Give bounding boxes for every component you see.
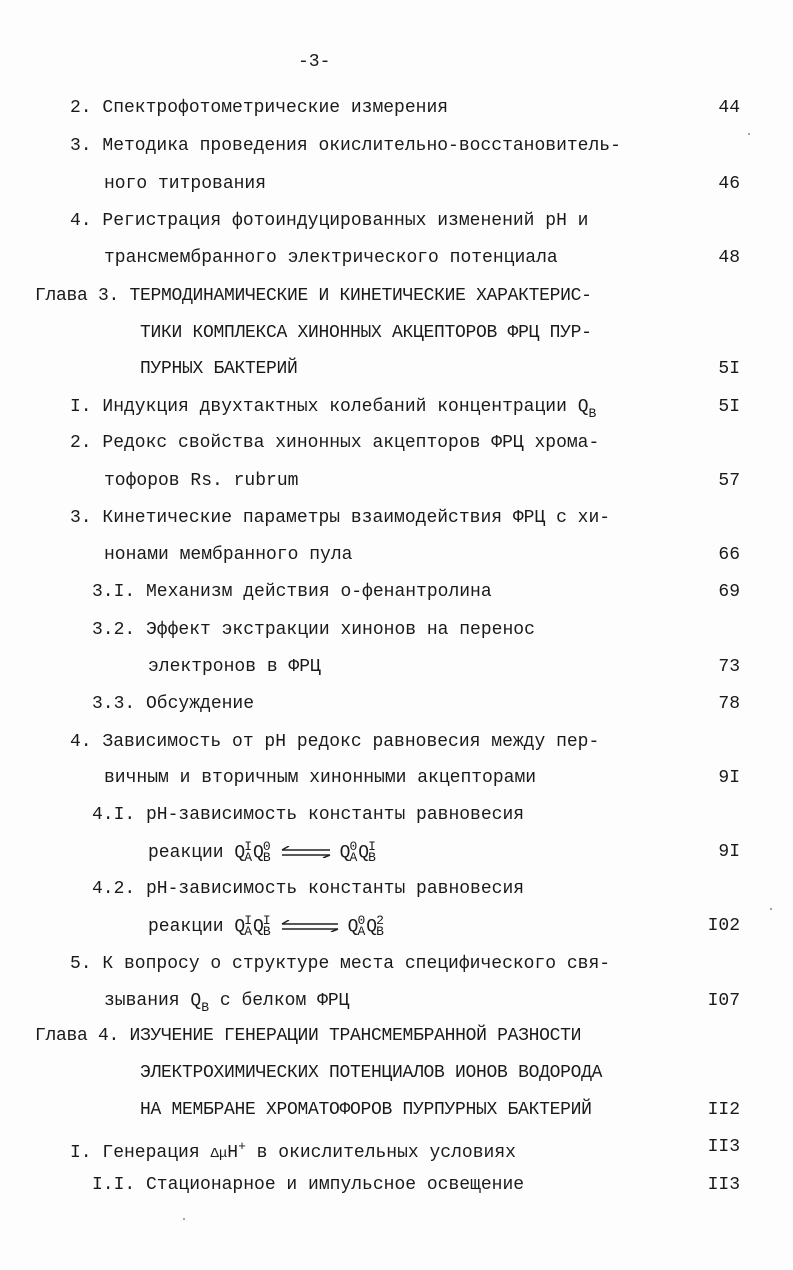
quinone-symbol: Q: [234, 842, 246, 863]
toc-entry-formula: [148, 915, 385, 938]
scan-speck: [770, 908, 772, 910]
toc-entry: вичным и вторичным хинонными акцепторами: [104, 768, 537, 788]
toc-page: II2: [707, 1100, 740, 1120]
toc-entry: 3.I. Механизм действия о-фенантролина: [92, 582, 492, 602]
chapter-heading: ПУРНЫХ БАКТЕРИЙ: [140, 359, 298, 379]
subscript: A: [244, 924, 253, 939]
subscript: B: [368, 850, 376, 865]
toc-entry: 4.I. pH-зависимость константы равновесия: [92, 805, 525, 825]
toc-entry: 3. Кинетические параметры взаимодействия ФРЦ с хи-: [70, 508, 611, 528]
superscript: I: [262, 913, 271, 928]
delta-mu-symbol: Δμ: [210, 1146, 228, 1162]
toc-entry: электронов в ФРЦ: [148, 657, 321, 677]
toc-entry: нонами мембранного пула: [104, 545, 353, 565]
toc-page: I02: [707, 916, 740, 936]
scan-speck: [748, 133, 750, 135]
toc-page: 69: [718, 582, 740, 602]
script-stack: [368, 841, 376, 863]
toc-entry-formula: [148, 841, 377, 864]
toc-entry: 4. Регистрация фотоиндуцированных изменений pH и: [70, 211, 589, 231]
quinone-symbol: Q: [234, 916, 246, 937]
quinone-symbol: Q: [366, 916, 378, 937]
script-stack: [357, 915, 365, 937]
subscript: B: [201, 1000, 210, 1015]
superscript: 0: [349, 839, 358, 854]
hydrogen-symbol: H: [227, 1143, 239, 1163]
equilibrium-arrow-icon: [280, 920, 340, 932]
superscript: I: [244, 913, 253, 928]
toc-page: 44: [718, 98, 740, 118]
script-stack: [244, 841, 252, 863]
superscript: I: [368, 839, 376, 854]
toc-page: I07: [707, 991, 740, 1011]
chapter-heading: Глава 4. ИЗУЧЕНИЕ ГЕНЕРАЦИИ ТРАНСМЕМБРАННОЙ РАЗНОСТИ: [35, 1026, 582, 1046]
superscript: 0: [357, 913, 366, 928]
toc-entry: 4.2. pH-зависимость константы равновесия: [92, 879, 525, 899]
superscript: I: [244, 839, 253, 854]
toc-entry: [70, 1136, 516, 1165]
script-stack: [263, 915, 271, 937]
subscript: B: [262, 924, 271, 939]
toc-entry: 3. Методика проведения окислительно-восстановитель-: [70, 136, 621, 156]
entry-text: с белком ФРЦ: [209, 991, 350, 1011]
toc-page: 73: [718, 657, 740, 677]
toc-page: 57: [718, 471, 740, 491]
quinone-symbol: Q: [347, 916, 359, 937]
superscript: 0: [262, 839, 271, 854]
superscript: 2: [376, 913, 384, 928]
toc-entry: 5. К вопросу о структуре места специфического свя-: [70, 954, 611, 974]
toc-entry: трансмембранного электрического потенциала: [104, 248, 558, 268]
script-stack: [244, 915, 252, 937]
subscript: B: [262, 850, 271, 865]
quinone-symbol: Q: [358, 842, 370, 863]
entry-text: в окислительных условиях: [245, 1143, 516, 1163]
toc-page: 66: [718, 545, 740, 565]
toc-entry: 3.2. Эффект экстракции хинонов на перенос: [92, 620, 535, 640]
toc-entry: тофоров Rs. rubrum: [104, 471, 299, 491]
toc-entry: 4. Зависимость от pH редокс равновесия между пер-: [70, 732, 600, 752]
superscript: +: [238, 1139, 246, 1154]
quinone-symbol: Q: [253, 842, 264, 863]
entry-text: зывания: [104, 991, 191, 1011]
subscript: A: [357, 924, 366, 939]
quinone-symbol: Q: [253, 916, 264, 937]
toc-entry: 3.3. Обсуждение: [92, 694, 255, 714]
script-stack: [263, 841, 271, 863]
quinone-symbol: Q: [577, 397, 589, 417]
scan-speck: [183, 1218, 185, 1220]
toc-page: 78: [718, 694, 740, 714]
entry-text: I. Генерация: [70, 1143, 211, 1163]
toc-entry: 2. Редокс свойства хинонных акцепторов ФРЦ хрома-: [70, 433, 600, 453]
toc-page: 9I: [718, 768, 740, 788]
script-stack: [349, 841, 357, 863]
page-number: -3-: [298, 52, 331, 72]
toc-entry: I.I. Стационарное и импульсное освещение: [92, 1175, 525, 1195]
chapter-heading: Глава 3. ТЕРМОДИНАМИЧЕСКИЕ И КИНЕТИЧЕСКИЕ ХАРАКТЕРИС-: [35, 286, 592, 306]
toc-entry: 2. Спектрофотометрические измерения: [70, 98, 449, 118]
chapter-heading: ЭЛЕКТРОХИМИЧЕСКИХ ПОТЕНЦИАЛОВ ИОНОВ ВОДОРОДА: [140, 1063, 603, 1083]
toc-entry: ного титрования: [104, 174, 267, 194]
subscript: B: [588, 406, 597, 421]
quinone-symbol: Q: [190, 991, 202, 1011]
toc-page: 5I: [718, 397, 740, 417]
toc-entry: [70, 396, 596, 425]
subscript: A: [349, 850, 358, 865]
chapter-heading: НА МЕМБРАНЕ ХРОМАТОФОРОВ ПУРПУРНЫХ БАКТЕРИЙ: [140, 1100, 592, 1120]
script-stack: [376, 915, 384, 937]
subscript: A: [244, 850, 253, 865]
entry-text: реакции: [148, 842, 235, 863]
toc-page: II3: [707, 1175, 740, 1195]
toc-page: 46: [718, 174, 740, 194]
entry-text: реакции: [148, 916, 235, 937]
chapter-heading: ТИКИ КОМПЛЕКСА ХИНОННЫХ АКЦЕПТОРОВ ФРЦ ПУР-: [140, 323, 592, 343]
toc-entry: [104, 990, 349, 1019]
equilibrium-arrow-icon: [280, 846, 332, 858]
subscript: B: [376, 924, 384, 939]
entry-text: I. Индукция двухтактных колебаний концентрации: [70, 397, 578, 417]
toc-page: 48: [718, 248, 740, 268]
toc-page: 5I: [718, 359, 740, 379]
toc-page: II3: [707, 1137, 740, 1157]
quinone-symbol: Q: [339, 842, 351, 863]
toc-page: 9I: [718, 842, 740, 862]
